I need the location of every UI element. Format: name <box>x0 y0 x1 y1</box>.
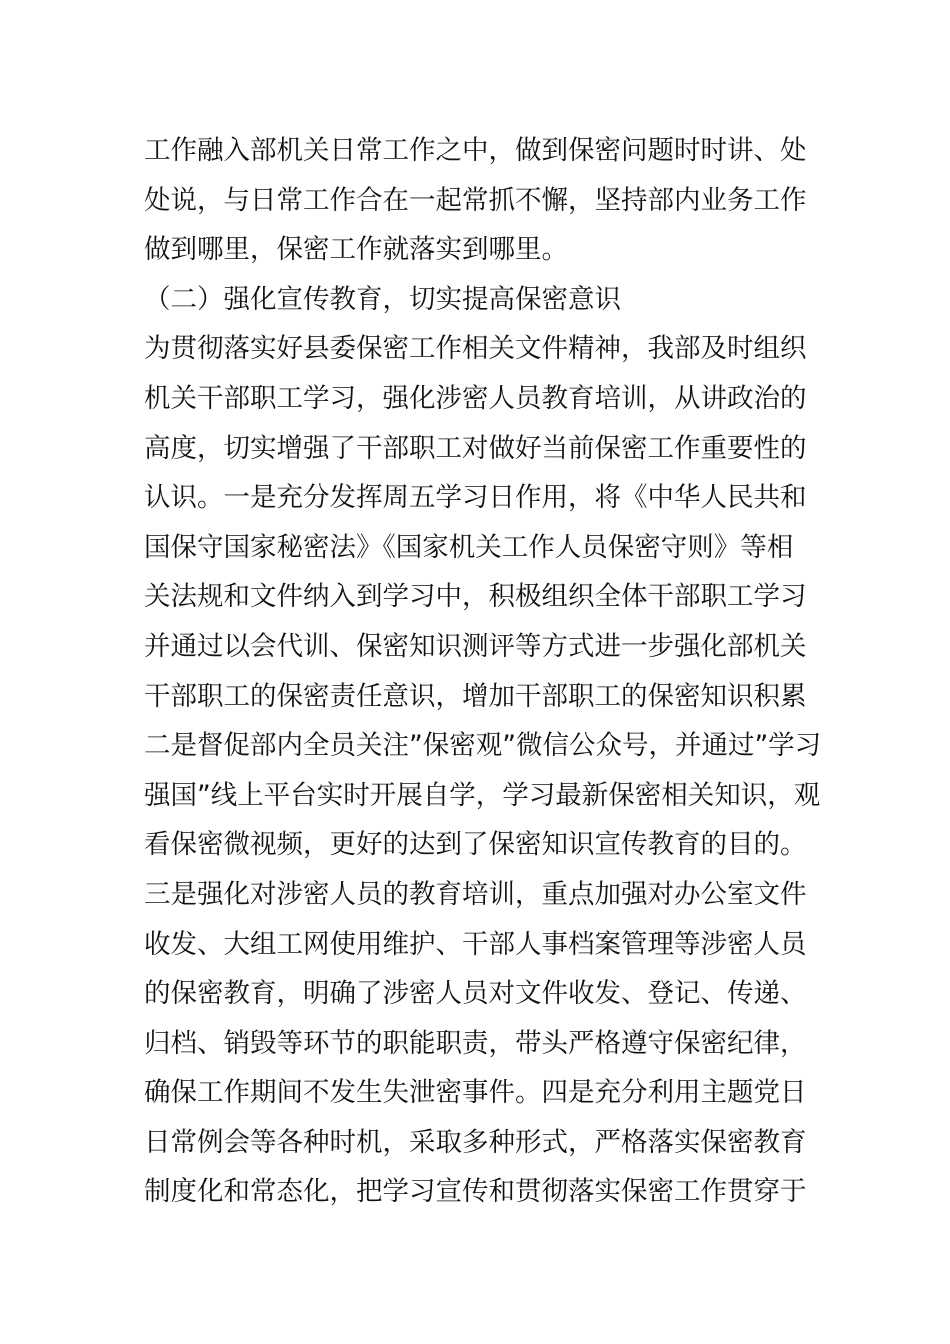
text-line: 制度化和常态化，把学习宣传和贯彻落实保密工作贯穿于 <box>144 1176 807 1208</box>
text-line: 工作融入部机关日常工作之中，做到保密问题时时讲、处 <box>144 135 807 166</box>
text-line: 认识。一是充分发挥周五学习日作用，将《中华人民共和 <box>144 482 807 514</box>
text-line: 强国”线上平台实时开展自学，学习最新保密相关知识，观 <box>144 779 821 811</box>
text-line: 归档、销毁等环节的职能职责，带头严格遵守保密纪律， <box>144 1027 807 1059</box>
text-line: 处说，与日常工作合在一起常抓不懈，坚持部内业务工作 <box>144 184 807 216</box>
text-line: 的保密教育，明确了涉密人员对文件收发、登记、传递、 <box>144 978 807 1010</box>
text-line: 三是强化对涉密人员的教育培训，重点加强对办公室文件 <box>144 878 807 910</box>
text-line: 看保密微视频，更好的达到了保密知识宣传教育的目的。 <box>144 829 807 861</box>
text-line: 日常例会等各种时机，采取多种形式，严格落实保密教育 <box>144 1126 807 1158</box>
text-line: 机关干部职工学习，强化涉密人员教育培训，从讲政治的 <box>144 382 807 414</box>
text-line: 国保守国家秘密法》《国家机关工作人员保密守则》等相 <box>144 531 794 563</box>
text-line: 二是督促部内全员关注”保密观”微信公众号，并通过”学习 <box>144 730 822 762</box>
text-line: 收发、大组工网使用维护、干部人事档案管理等涉密人员 <box>144 928 807 960</box>
text-line: 为贯彻落实好县委保密工作相关文件精神，我部及时组织 <box>144 333 807 365</box>
text-line: 关法规和文件纳入到学习中，积极组织全体干部职工学习 <box>144 581 807 613</box>
body-text <box>144 126 824 1217</box>
text-line: 干部职工的保密责任意识，增加干部职工的保密知识积累 <box>144 680 807 712</box>
text-line: 确保工作期间不发生失泄密事件。四是充分利用主题党日 <box>144 1077 807 1109</box>
section-heading: （二）强化宣传教育，切实提高保密意识 <box>144 283 621 315</box>
text-line: 高度，切实增强了干部职工对做好当前保密工作重要性的 <box>144 432 807 464</box>
text-line: 并通过以会代训、保密知识测评等方式进一步强化部机关 <box>144 630 807 662</box>
text-line: 做到哪里，保密工作就落实到哪里。 <box>144 234 568 266</box>
